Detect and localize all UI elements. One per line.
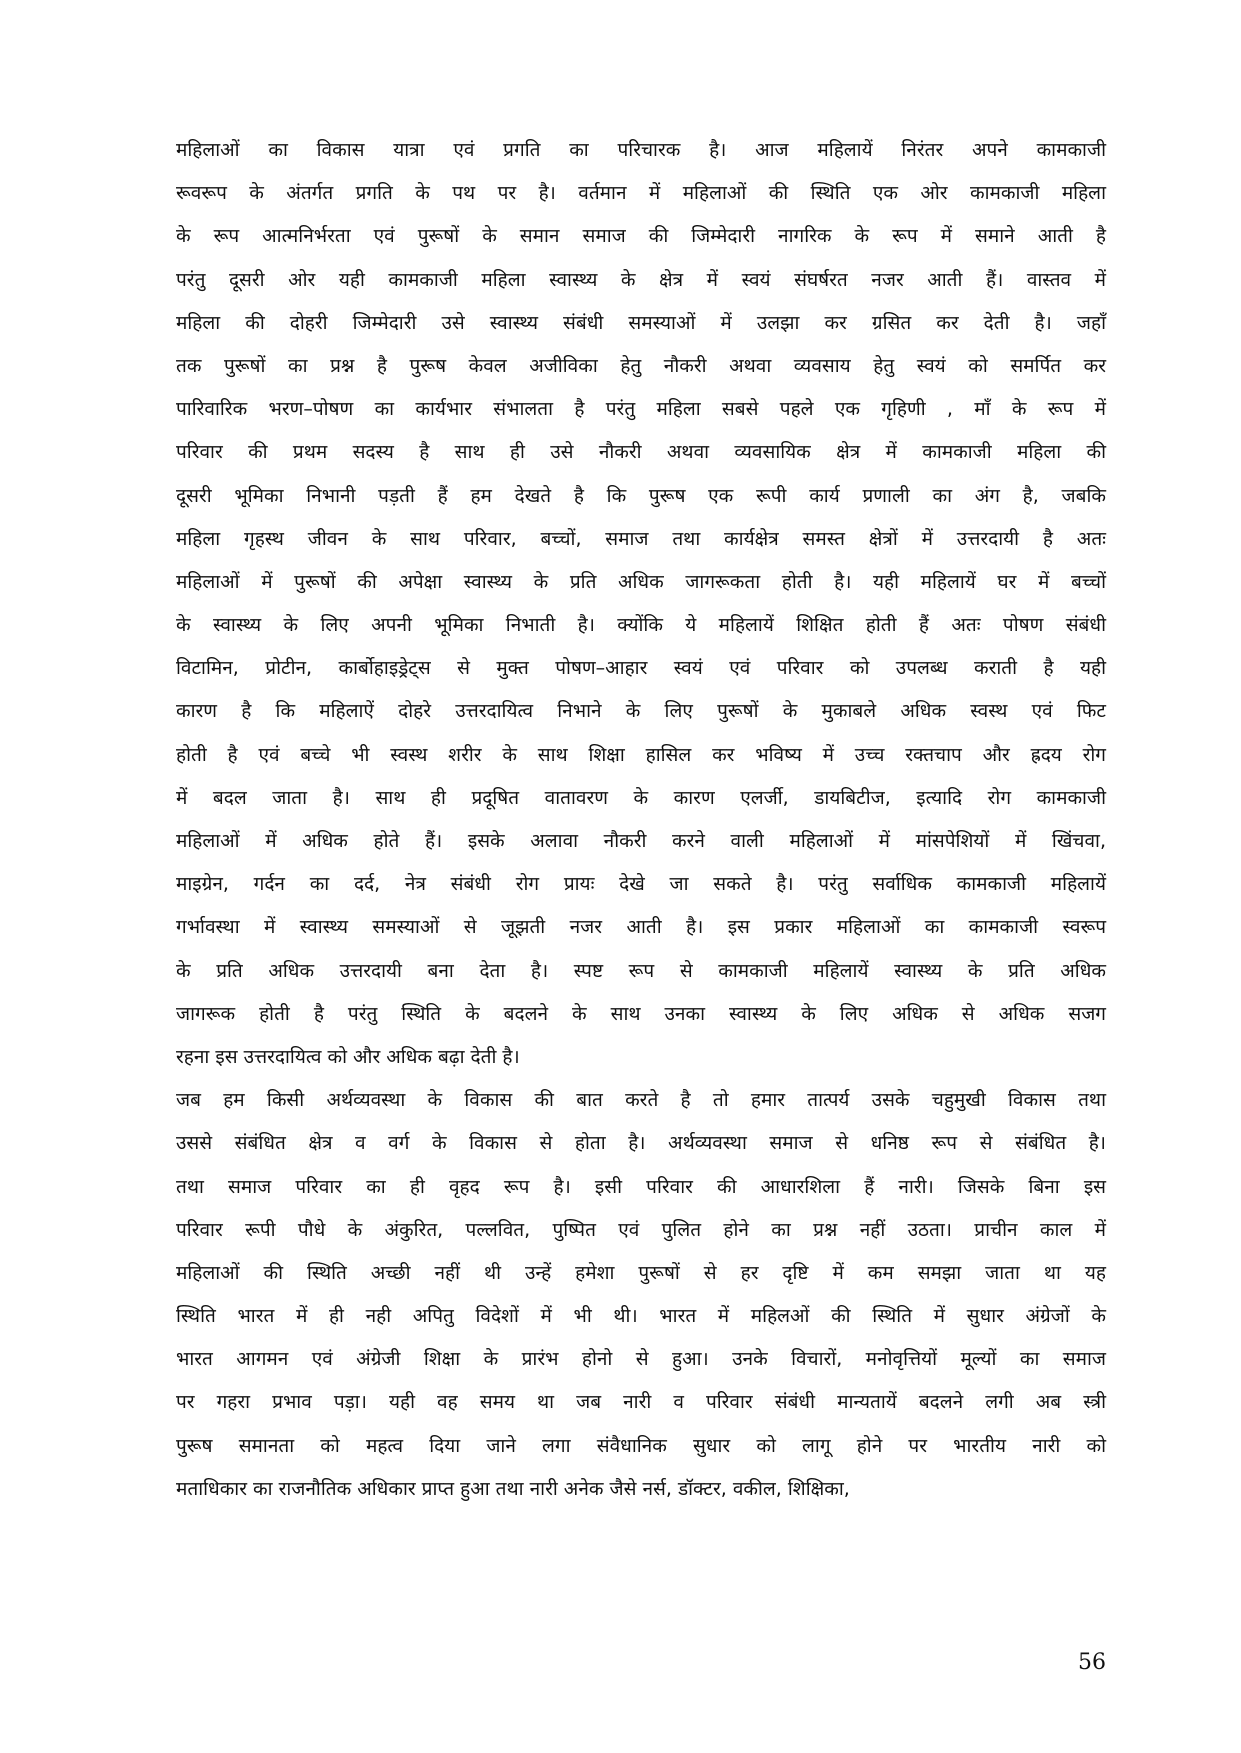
text-line: जब हम किसी अर्थव्यवस्था के विकास की बात करते है तो हमार तात्पर्य उसके चहुमुखी विकास तथा [176, 1089, 1106, 1112]
text-line: पारिवारिक भरण–पोषण का कार्यभार संभालता है परंतु महिला सबसे पहले एक गृहिणी , मॉं के रूप में [176, 398, 1106, 421]
text-line: भारत आगमन एवं अंग्रेजी शिक्षा के प्रारंभ होनो से हुआ। उनके विचारों, मनोवृत्तियों मूल्यों का समाज [176, 1348, 1106, 1371]
text-line: के स्वास्थ्य के लिए अपनी भूमिका निभाती है। क्योंकि ये महिलायें शिक्षित होती हैं अतः पोषण संबंधी [176, 614, 1106, 637]
text-line: रूवरूप के अंतर्गत प्रगति के पथ पर है। वर्तमान में महिलाओं की स्थिति एक ओर कामकाजी महिला [176, 182, 1106, 205]
text-line: महिलाओं का विकास यात्रा एवं प्रगति का परिचारक है। आज महिलायें निरंतर अपने कामकाजी [176, 139, 1106, 161]
text-line: परंतु दूसरी ओर यही कामकाजी महिला स्वास्थ्य के क्षेत्र में स्वयं संघर्षरत नजर आती हैं। वास्तव में [176, 268, 1106, 291]
text-line: पुरूष समानता को महत्व दिया जाने लगा संवैधानिक सुधार को लागू होने पर भारतीय नारी को [176, 1434, 1106, 1457]
text-line: माइग्रेन, गर्दन का दर्द, नेत्र संबंधी रोग प्रायः देखे जा सकते है। परंतु सर्वाधिक कामकाजी महिलायें [176, 873, 1106, 896]
text-line: परिवार रूपी पौधे के अंकुरित, पल्लवित, पुष्पित एवं पुलित होने का प्रश्न नहीं उठता। प्राचीन काल में [176, 1218, 1106, 1241]
text-line: महिलाओं में अधिक होते हैं। इसके अलावा नौकरी करने वाली महिलाओं में मांसपेशियों में खिंचवा, [176, 830, 1106, 852]
text-line: में बदल जाता है। साथ ही प्रदूषित वातावरण के कारण एलर्जी, डायबिटीज, इत्यादि रोग कामकाजी [176, 786, 1106, 809]
text-line: के रूप आत्मनिर्भरता एवं पुरूषों के समान समाज की जिम्मेदारी नागरिक के रूप में समाने आती है [176, 225, 1106, 248]
text-line: विटामिन, प्रोटीन, कार्बोहाइड्रेट्स से मुक्त पोषण–आहार स्वयं एवं परिवार को उपलब्ध कराती है यही [176, 657, 1106, 680]
text-line: जागरूक होती है परंतु स्थिति के बदलने के साथ उनका स्वास्थ्य के लिए अधिक से अधिक सजग [176, 1002, 1106, 1025]
text-line: महिलाओं की स्थिति अच्छी नहीं थी उन्हें हमेशा पुरूषों से हर दृष्टि में कम समझा जाता था यह [176, 1261, 1106, 1284]
body-text [176, 129, 1106, 1511]
text-line: मताधिकार का राजनौतिक अधिकार प्राप्त हुआ तथा नारी अनेक जैसे नर्स, डॉक्टर, वकील, शिक्षिका, [176, 1477, 850, 1500]
text-line: होती है एवं बच्चे भी स्वस्थ शरीर के साथ शिक्षा हासिल कर भविष्य में उच्च रक्तचाप और ह्रदय रोग [176, 743, 1106, 766]
text-line: परिवार की प्रथम सदस्य है साथ ही उसे नौकरी अथवा व्यवसायिक क्षेत्र में कामकाजी महिला की [176, 441, 1106, 464]
text-line: महिला गृहस्थ जीवन के साथ परिवार, बच्चों, समाज तथा कार्यक्षेत्र समस्त क्षेत्रों में उत्तरदायी है अतः [176, 527, 1106, 550]
text-line: उससे संबंधित क्षेत्र व वर्ग के विकास से होता है। अर्थव्यवस्था समाज से धनिष्ठ रूप से संबंधित है। [176, 1132, 1106, 1155]
page-number: 56 [1078, 1650, 1106, 1675]
text-line: कारण है कि महिलाऐं दोहरे उत्तरदायित्व निभाने के लिए पुरूषों के मुकाबले अधिक स्वस्थ एवं फिट [176, 700, 1106, 723]
text-line: दूसरी भूमिका निभानी पड़ती हैं हम देखते है कि पुरूष एक रूपी कार्य प्रणाली का अंग है, जबकि [176, 484, 1106, 507]
text-line: महिला की दोहरी जिम्मेदारी उसे स्वास्थ्य संबंधी समस्याओं में उलझा कर ग्रसित कर देती है। जहॉं [176, 311, 1106, 334]
text-line: तथा समाज परिवार का ही वृहद रूप है। इसी परिवार की आधारशिला हैं नारी। जिसके बिना इस [176, 1175, 1106, 1198]
text-line: गर्भावस्था में स्वास्थ्य समस्याओं से जूझती नजर आती है। इस प्रकार महिलाओं का कामकाजी स्वरूप [176, 916, 1106, 939]
text-line: महिलाओं में पुरूषों की अपेक्षा स्वास्थ्य के प्रति अधिक जागरूकता होती है। यही महिलायें घर में बच्चों [176, 570, 1106, 593]
text-line: स्थिति भारत में ही नही अपितु विदेशों में भी थी। भारत में महिलओं की स्थिति में सुधार अंग्रेजों के [176, 1305, 1106, 1328]
text-line: तक पुरूषों का प्रश्न है पुरूष केवल अजीविका हेतु नौकरी अथवा व्यवसाय हेतु स्वयं को समर्पित कर [176, 354, 1106, 377]
text-line: पर गहरा प्रभाव पड़ा। यही वह समय था जब नारी व परिवार संबंधी मान्यतायें बदलने लगी अब स्त्री [176, 1391, 1106, 1414]
text-line: रहना इस उत्तरदायित्व को और अधिक बढ़ा देती है। [176, 1045, 520, 1068]
text-line: के प्रति अधिक उत्तरदायी बना देता है। स्पष्ट रूप से कामकाजी महिलायें स्वास्थ्य के प्रति अधिक [176, 959, 1106, 982]
